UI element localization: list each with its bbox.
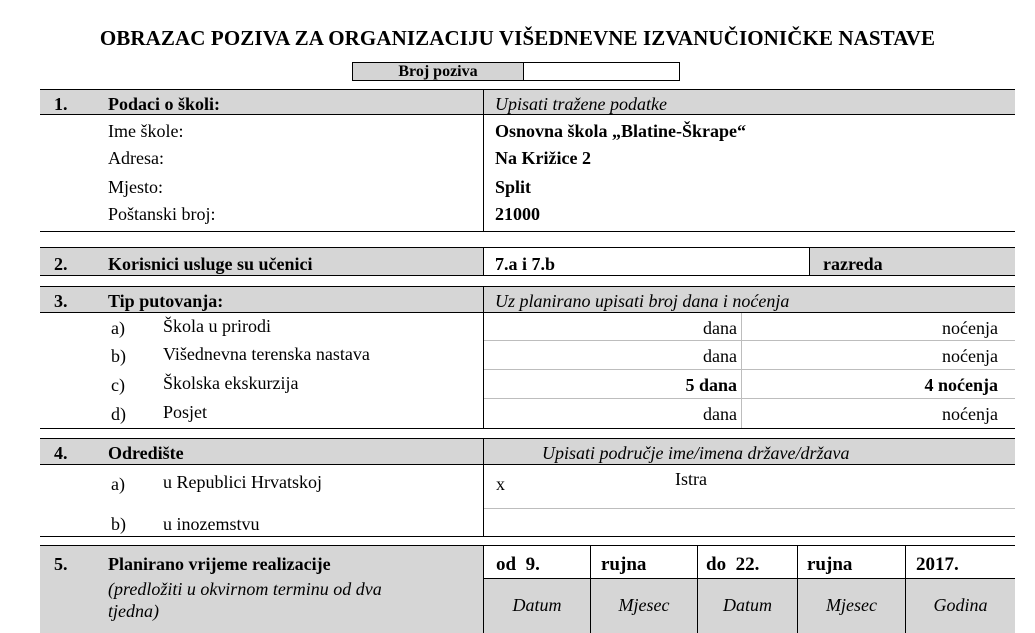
section-5-col-divider	[905, 546, 906, 633]
trip-type-label: Škola u prirodi	[163, 316, 271, 336]
trip-days-value: dana	[703, 318, 737, 338]
section-4-number: 4.	[54, 443, 68, 463]
section-5-heading: Planirano vrijeme realizacije	[108, 554, 331, 574]
section-5-values-rule	[484, 578, 1015, 579]
trip-nights-value: noćenja	[942, 318, 998, 338]
section-3-row-rule-2	[484, 369, 1015, 370]
date-column-label: Datum	[512, 595, 562, 615]
section-3-days-divider	[741, 313, 742, 428]
date-column-label: Datum	[723, 595, 772, 615]
end-date-value: do 22.	[706, 554, 760, 575]
trip-type-label: Školska ekskurzija	[163, 373, 299, 393]
year-value: 2017.	[916, 554, 959, 575]
city-value: Split	[495, 177, 532, 197]
section-5-col-divider	[590, 546, 591, 633]
end-month-value: rujna	[807, 554, 853, 575]
trip-nights-value: 4 noćenja	[924, 375, 998, 395]
broj-poziva-label: Broj poziva	[352, 62, 524, 81]
address-value: Na Križice 2	[495, 148, 591, 168]
section-5-divider	[483, 546, 484, 633]
start-month-value: rujna	[601, 554, 647, 575]
section-4-row-rule	[484, 508, 1015, 509]
form-title: OBRAZAC POZIVA ZA ORGANIZACIJU VIŠEDNEVNE IZVANUČIONIČKE NASTAVE	[99, 26, 936, 50]
trip-type-letter: d)	[111, 404, 126, 424]
section-4-header-band	[40, 439, 1015, 464]
trip-type-label: Višednevna terenska nastava	[163, 344, 370, 364]
trip-type-letter: c)	[111, 375, 125, 395]
section-3-header-rule	[40, 312, 1015, 313]
section-4-heading: Odredište	[108, 443, 184, 463]
postal-code-label: Poštanski broj:	[108, 204, 216, 224]
destination-letter: b)	[111, 514, 126, 534]
classes-value: 7.a i 7.b	[495, 254, 556, 274]
section-1-hint: Upisati tražene podatke	[495, 94, 667, 114]
trip-nights-value: noćenja	[942, 404, 998, 424]
section-1-divider	[483, 90, 484, 231]
destination-value: Istra	[675, 469, 707, 489]
section-1-number: 1.	[54, 94, 68, 114]
section-3-hint: Uz planirano upisati broj dana i noćenja	[495, 291, 790, 311]
destination-mark: x	[496, 474, 505, 494]
section-5-subtitle-line1: (predložiti u okvirnom terminu od dva	[108, 579, 382, 599]
trip-nights-value: noćenja	[942, 346, 998, 366]
month-column-label: Mjesec	[618, 595, 670, 615]
section-3-bottom-rule	[40, 428, 1015, 429]
section-2-top-rule	[40, 247, 1015, 248]
section-2-number: 2.	[54, 254, 68, 274]
section-3-number: 3.	[54, 291, 68, 311]
section-5-subtitle-line2: tjedna)	[108, 601, 159, 621]
section-4-bottom-rule	[40, 536, 1015, 537]
section-3-row-rule-3	[484, 398, 1015, 399]
trip-type-letter: b)	[111, 346, 126, 366]
section-3-divider	[483, 287, 484, 428]
section-3-heading: Tip putovanja:	[108, 291, 224, 311]
section-2-divider-right	[809, 248, 810, 275]
section-5-number: 5.	[54, 554, 68, 574]
section-5-col-divider	[797, 546, 798, 633]
section-3-top-rule	[40, 286, 1015, 287]
destination-label: u Republici Hrvatskoj	[163, 472, 322, 492]
section-2-heading: Korisnici usluge su učenici	[108, 254, 313, 274]
section-4-top-rule	[40, 438, 1015, 439]
school-name-value: Osnovna škola „Blatine-Škrape“	[495, 121, 747, 141]
section-4-divider	[483, 439, 484, 536]
destination-label: u inozemstvu	[163, 514, 260, 534]
section-1-top-rule	[40, 89, 1015, 90]
section-1-bottom-rule	[40, 231, 1015, 232]
postal-code-value: 21000	[495, 204, 540, 224]
section-5-col-divider	[697, 546, 698, 633]
year-column-label: Godina	[933, 595, 988, 615]
section-5-top-rule	[40, 545, 1015, 546]
section-4-header-rule	[40, 464, 1015, 465]
trip-days-value: dana	[703, 346, 737, 366]
start-date-value: od 9.	[496, 554, 540, 575]
trip-days-value: 5 dana	[685, 375, 737, 395]
destination-letter: a)	[111, 474, 125, 494]
classes-suffix: razreda	[823, 254, 883, 274]
section-1-heading: Podaci o školi:	[108, 94, 221, 114]
trip-type-label: Posjet	[163, 402, 208, 422]
school-name-label: Ime škole:	[108, 121, 184, 141]
city-label: Mjesto:	[108, 177, 164, 197]
address-label: Adresa:	[108, 148, 164, 168]
broj-poziva-field[interactable]	[523, 62, 680, 81]
trip-days-value: dana	[703, 404, 737, 424]
section-2-divider-left	[483, 248, 484, 275]
section-1-header-rule	[40, 114, 1015, 115]
trip-type-letter: a)	[111, 318, 125, 338]
month-column-label: Mjesec	[826, 595, 877, 615]
section-3-row-rule-1	[484, 340, 1015, 341]
section-4-hint: Upisati područje ime/imena države/država	[542, 443, 850, 463]
section-2-bottom-rule	[40, 275, 1015, 276]
